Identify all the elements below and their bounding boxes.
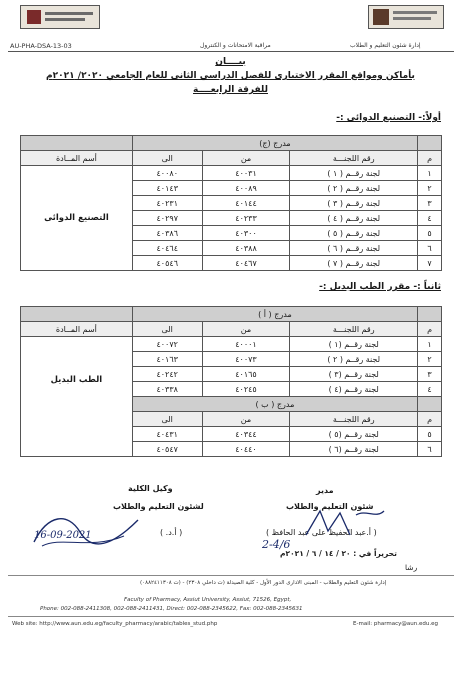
footer-divider-bottom (8, 616, 454, 617)
s2-subject: الطب البديل (21, 337, 133, 457)
right-sig-name: ( أ.عبد الحفيظ على عبد الحافظ ) (266, 528, 377, 537)
s1-h-from: من (202, 151, 290, 166)
table-row-from: ٤٠٣٨٨ (202, 241, 290, 256)
table-row-committee: لجنة رقــم ( ٢ ) (290, 352, 418, 367)
table-row-to: ٤٠٣٣٨ (132, 382, 202, 397)
section2-table (20, 306, 442, 457)
table-row-from: ٤٠٠٨٩ (202, 181, 290, 196)
table-row-num: ٦ (418, 241, 442, 256)
table-row-num: ٥ (418, 427, 442, 442)
table-row-to: ٤٠٢٣١ (132, 196, 202, 211)
s2-h-to: الى (132, 322, 202, 337)
table-row-num: ١ (418, 166, 442, 181)
initials: رشا (405, 563, 418, 572)
table-row-to: ٤٠٢٩٧ (132, 211, 202, 226)
s1-h-to: الى (132, 151, 202, 166)
table-row-from: ٤٠٢٤٥ (202, 382, 290, 397)
table-row-from: ٤٠١٤٤ (202, 196, 290, 211)
left-sig-name: ( أ.د. ) (160, 528, 183, 537)
s2b-h-num: م (418, 412, 442, 427)
table-row-from: ٤٠٣٤٤ (202, 427, 290, 442)
table-row-committee: لجنة رقــم ( ٧ ) (290, 256, 418, 271)
doc-subtitle: بأماكن ومواقع المقرر الاختيارى للفصل الدراسي الثانى للعام الجامعي ٢٠٢٠/ ٢٠٢١م (46, 71, 415, 81)
table-row-from: ٤٠٣٠٠ (202, 226, 290, 241)
university-logo-graphic (369, 6, 443, 28)
table-row-from: ٤٠٠٧٣ (202, 352, 290, 367)
s2b-h-to: الى (132, 412, 202, 427)
s1-corner2 (21, 136, 133, 151)
table-row-num: ٧ (418, 256, 442, 271)
table-row-to: ٤٠١٤٣ (132, 181, 202, 196)
right-unit: إدارة شئون التعليم و الطلاب (350, 42, 421, 49)
table-row-committee: لجنة رقــم (٦ ) (290, 442, 418, 457)
doc-code: AU-PHA-DSA-13-03 (10, 42, 72, 50)
s2-h-num: م (418, 322, 442, 337)
s2-h-committee: رقم اللجنـــة (290, 322, 418, 337)
table-row-to: ٤٠٣٨٦ (132, 226, 202, 241)
pharmacy-logo-graphic (21, 6, 99, 28)
doc-title: بيــــان (215, 57, 246, 67)
s2-h-subject: أسم المــادة (21, 322, 133, 337)
table-row-committee: لجنة رقــم (١ ) (290, 337, 418, 352)
s1-subject: التصنيع الدوائى (21, 166, 133, 271)
table-row-num: ٦ (418, 442, 442, 457)
table-row-to: ٤٠٥٤٧ (132, 442, 202, 457)
table-row-num: ٤ (418, 211, 442, 226)
s2-h-from: من (202, 322, 290, 337)
table-row-from: ٤٠٠٠١ (202, 337, 290, 352)
footer-contact-ar: إدارة شئون التعليم والطلاب - المبنى الادارى الدور الأول - كلية الصيدلة (ت داخلي ٢٣٠٨) - (ت ٠٨٨٢٤١١٣٠٨) (140, 580, 387, 586)
right-handwritten-date: 2-4/6 (262, 538, 291, 551)
table-row-to: ٤٠٤٣١ (132, 427, 202, 442)
section2-label: ثانياً :- مقرر الطب البديل :- (319, 282, 441, 292)
table-row-from: ٤٠٠٣١ (202, 166, 290, 181)
table-row-to: ٤٠٤٦٤ (132, 241, 202, 256)
table-row-committee: لجنة رقــم ( ٤ ) (290, 211, 418, 226)
s2-corner2 (21, 307, 133, 322)
table-row-to: ٤٠٠٨٠ (132, 166, 202, 181)
footer-website[interactable]: Web site: http://www.aun.edu.eg/faculty_pharmacy/arabic/tables_stud.php (12, 621, 218, 627)
s2b-h-committee: رقم اللجنـــة (290, 412, 418, 427)
left-unit: مراقبة الامتحانات و الكنترول (200, 42, 271, 49)
left-handwritten-date: 16-09-2021 (34, 530, 92, 541)
table-row-committee: لجنة رقــم (٤ ) (290, 382, 418, 397)
university-logo (368, 5, 444, 29)
table-row-to: ٤٠٠٧٢ (132, 337, 202, 352)
footer-email[interactable]: E-mail: pharmacy@aun.edu.eg (353, 621, 438, 627)
header-divider (8, 51, 454, 52)
table-row-committee: لجنة رقــم (٥ ) (290, 427, 418, 442)
section1-label: أولاً:- التصنيع الدوائى :- (336, 113, 441, 123)
footer-address: Faculty of Pharmacy, Assiut University, Assiut, 71526, Egypt, (124, 597, 292, 603)
table-row-committee: لجنة رقــم ( ٥ ) (290, 226, 418, 241)
s1-hall: مدرج (ج) (132, 136, 417, 151)
pharmacy-logo (20, 5, 100, 29)
s2b-corner (418, 397, 442, 412)
table-row-to: ٤٠٢٤٢ (132, 367, 202, 382)
table-row-num: ٣ (418, 367, 442, 382)
table-row-num: ٤ (418, 382, 442, 397)
table-row-committee: لجنة رقــم ( ٣ ) (290, 196, 418, 211)
table-row-num: ٥ (418, 226, 442, 241)
right-signature-scribble (300, 505, 390, 545)
table-row-num: ٢ (418, 181, 442, 196)
table-row-committee: لجنة رقــم ( ٦ ) (290, 241, 418, 256)
table-row-num: ٣ (418, 196, 442, 211)
table-row-to: ٤٠١٦٣ (132, 352, 202, 367)
table-row-committee: لجنة رقــم ( ٢ ) (290, 181, 418, 196)
section1-table (20, 135, 442, 271)
table-row-to: ٤٠٥٤٦ (132, 256, 202, 271)
right-sig-title1: مدير (316, 486, 334, 495)
footer-phones: Phone: 002-088-2411308, 002-088-2411431, Direct: 002-088-2345622, Fax: 002-088-2345631 (40, 606, 303, 612)
s2-hall-a: مدرج ( أ ) (132, 307, 417, 322)
table-row-from: ٤٠٤٤٠ (202, 442, 290, 457)
table-row-committee: لجنة رقــم (٣ ) (290, 367, 418, 382)
right-sig-title2: شئون التعليم والطلاب (286, 502, 374, 511)
footer-divider-top (8, 575, 454, 576)
left-signature-scribble (28, 506, 148, 552)
table-row-num: ١ (418, 337, 442, 352)
s1-corner (418, 136, 442, 151)
s2b-h-from: من (202, 412, 290, 427)
s2-hall-b: مدرج ( ب ) (132, 397, 417, 412)
left-sig-title2: لشئون التعليم والطلاب (113, 502, 204, 511)
s2-corner (418, 307, 442, 322)
table-row-from: ٤٠٢٣٣ (202, 211, 290, 226)
left-sig-title1: وكيل الكلية (128, 484, 173, 493)
doc-year-group: للفرقة الرابعــــة (193, 85, 268, 95)
s1-h-subject: أسم المــادة (21, 151, 133, 166)
table-row-from: ٤٠٤٦٧ (202, 256, 290, 271)
s1-h-committee: رقم اللجنـــة (290, 151, 418, 166)
date-line: تحريراً في : ٢٠ / ١٤ / ٦ / ٢٠٢١م (280, 549, 397, 558)
s1-h-num: م (418, 151, 442, 166)
table-row-committee: لجنة رقــم ( ١ ) (290, 166, 418, 181)
table-row-from: ٤٠١٦٥ (202, 367, 290, 382)
table-row-num: ٢ (418, 352, 442, 367)
